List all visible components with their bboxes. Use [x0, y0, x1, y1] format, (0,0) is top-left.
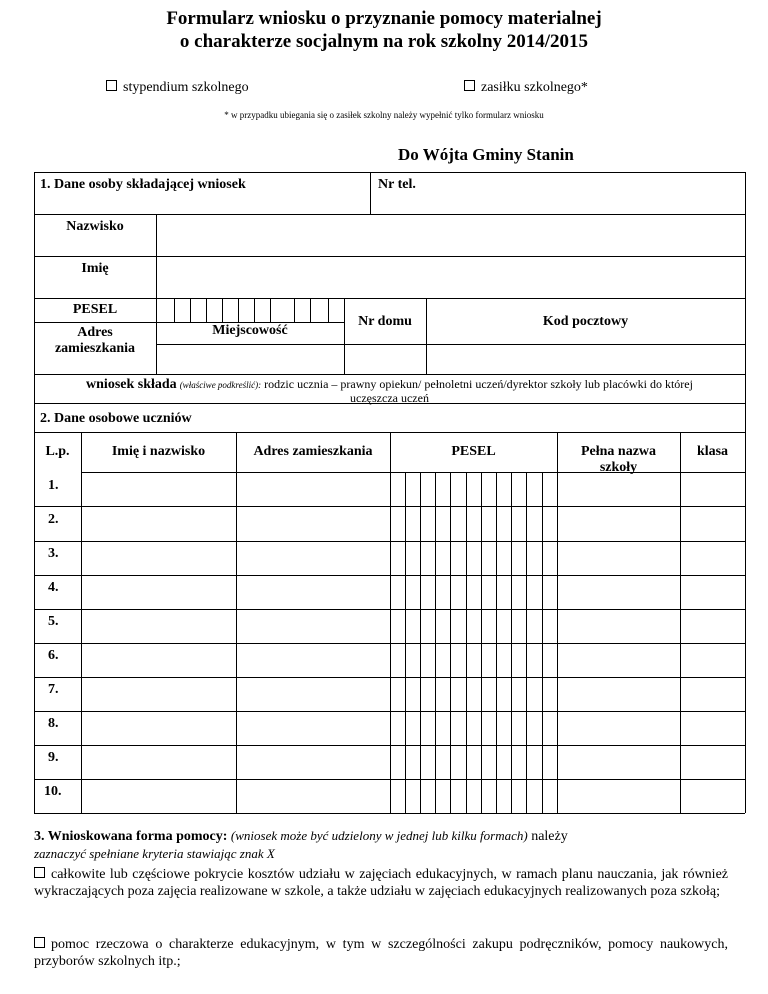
option-stypendium[interactable]	[106, 80, 249, 96]
table-row: 6.	[48, 648, 59, 663]
table-row: 8.	[48, 716, 59, 731]
house-no-field[interactable]	[346, 346, 424, 372]
city-field[interactable]	[158, 346, 342, 372]
section3-hint-tail: należy	[531, 829, 568, 844]
phone-field[interactable]	[378, 194, 740, 212]
col-school-line2: szkoły	[599, 460, 638, 475]
option-zasilek[interactable]	[464, 80, 588, 96]
city-label: Miejscowość	[212, 323, 288, 338]
col-lp: L.p.	[45, 444, 70, 459]
address-label	[34, 325, 156, 357]
table-row: 2.	[48, 512, 59, 527]
table-row: 1.	[48, 478, 59, 493]
checkbox-icon[interactable]	[34, 867, 45, 878]
col-school	[557, 444, 680, 476]
surname-label: Nazwisko	[66, 219, 124, 234]
col-address: Adres zamieszkania	[253, 444, 373, 459]
postal-code-field[interactable]	[428, 346, 743, 372]
option-stypendium-label: stypendium szkolnego	[123, 80, 249, 95]
name-field[interactable]	[158, 258, 743, 296]
house-no-label: Nr domu	[358, 314, 412, 329]
phone-label: Nr tel.	[378, 177, 416, 192]
postal-code-label: Kod pocztowy	[542, 314, 629, 329]
section1-header: 1. Dane osoby składającej wniosek	[40, 177, 246, 192]
address-label-line1: Adres	[77, 325, 113, 340]
section3-option2-text: pomoc rzeczowa o charakterze edukacyjnym, w tym w szczególności zakupu podręczników, pomocy naukowych, przyborów szkolnych itp.;	[34, 937, 728, 969]
address-label-line2: zamieszkania	[54, 341, 136, 356]
section3-header	[34, 827, 728, 845]
applicant-note-label: wniosek składa	[86, 377, 177, 392]
section3-option1-text: całkowite lub częściowe pokrycie kosztów udziału w zajęciach edukacyjnych, w ramach planu nauczania, jak również wykraczających poza zajęcia realizowane w szkole, a także udziału w zajęciach edukacyjnych realizowanych poza szkołą;	[34, 867, 728, 899]
section3-option2[interactable]	[34, 936, 728, 970]
form-title-line2: o charakterze socjalnym na rok szkolny 2014/2015	[179, 31, 589, 52]
table-row: 9.	[48, 750, 59, 765]
col-pesel: PESEL	[451, 444, 496, 459]
section2-header: 2. Dane osobowe uczniów	[40, 411, 192, 426]
footnote: * w przypadku ubiegania się o zasiłek szkolny należy wypełnić tylko formularz wniosku	[224, 110, 544, 120]
section3-option1[interactable]	[34, 866, 728, 900]
applicant-note-text-line2: uczęszcza uczeń	[350, 391, 429, 405]
table-row: 4.	[48, 580, 59, 595]
applicant-note	[34, 378, 745, 405]
col-name: Imię i nazwisko	[111, 444, 206, 459]
table-row: 5.	[48, 614, 59, 629]
applicant-note-text: rodzic ucznia – prawny opiekun/ pełnoletni uczeń/dyrektor szkoły lub placówki do której	[264, 377, 693, 391]
applicant-note-hint: (właściwe podkreślić):	[179, 380, 262, 390]
pesel-label: PESEL	[72, 302, 118, 317]
section3-hint: (wniosek może być udzielony w jednej lub kilku formach)	[230, 828, 528, 843]
table-row: 3.	[48, 546, 59, 561]
surname-field[interactable]	[158, 216, 743, 254]
section3-title: 3. Wnioskowana forma pomocy:	[34, 829, 228, 844]
checkbox-icon[interactable]	[106, 80, 117, 91]
table-row: 7.	[48, 682, 59, 697]
checkbox-icon[interactable]	[34, 937, 45, 948]
col-class: klasa	[696, 444, 729, 459]
addressee: Do Wójta Gminy Stanin	[398, 145, 574, 164]
form-title-line1: Formularz wniosku o przyznanie pomocy materialnej	[166, 8, 602, 29]
section3-hint-line2: zaznaczyć spełniane kryteria stawiając znak X	[34, 846, 275, 861]
col-school-line1: Pełna nazwa	[580, 444, 657, 459]
checkbox-icon[interactable]	[464, 80, 475, 91]
table-row: 10.	[44, 784, 62, 799]
name-label: Imię	[81, 261, 109, 276]
option-zasilek-label: zasiłku szkolnego*	[481, 80, 588, 95]
pesel-field[interactable]	[158, 300, 342, 321]
